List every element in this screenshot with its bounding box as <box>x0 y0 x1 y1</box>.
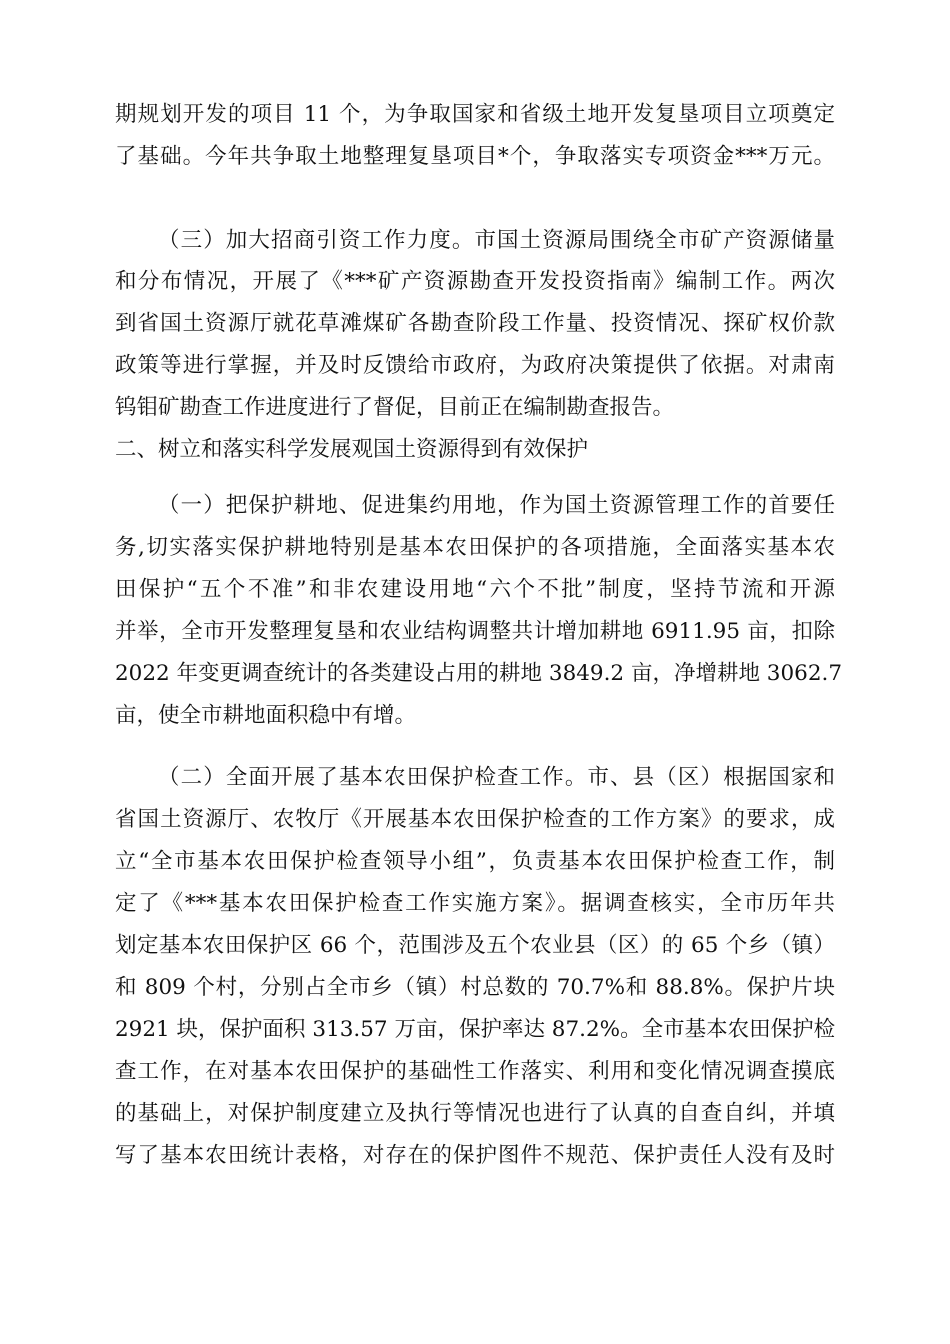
text-line: 划定基本农田保护区 66 个，范围涉及五个农业县（区）的 65 个乡（镇） <box>115 933 835 958</box>
text-line: （一）把保护耕地、促进集约用地，作为国土资源管理工作的首要任 <box>158 493 835 518</box>
text-line: 政策等进行掌握，并及时反馈给市政府，为政府决策提供了依据。对肃南 <box>115 353 835 378</box>
text-line: 立“全市基本农田保护检查领导小组”，负责基本农田保护检查工作，制 <box>115 849 835 874</box>
text-line: （三）加大招商引资工作力度。市国土资源局围绕全市矿产资源储量 <box>158 228 835 253</box>
text-line: 的基础上，对保护制度建立及执行等情况也进行了认真的自查自纠，并填 <box>115 1101 835 1126</box>
text-line: 2921 块，保护面积 313.57 万亩，保护率达 87.2%。全市基本农田保护检 <box>115 1017 836 1042</box>
section-heading: 二、树立和落实科学发展观国土资源得到有效保护 <box>115 437 589 462</box>
text-line: 和 809 个村，分别占全市乡（镇）村总数的 70.7%和 88.8%。保护片块 <box>115 975 835 1000</box>
text-line: 并举，全市开发整理复垦和农业结构调整共计增加耕地 6911.95 亩，扣除 <box>115 619 835 644</box>
text-line: 2022 年变更调查统计的各类建设占用的耕地 3849.2 亩，净增耕地 3062.7 <box>115 661 843 686</box>
text-line: 了基础。今年共争取土地整理复垦项目*个，争取落实专项资金***万元。 <box>115 144 835 169</box>
text-line: 查工作，在对基本农田保护的基础性工作落实、利用和变化情况调查摸底 <box>115 1059 835 1084</box>
text-line: 和分布情况，开展了《***矿产资源勘查开发投资指南》编制工作。两次 <box>115 269 835 294</box>
text-line: 省国土资源厅、农牧厅《开展基本农田保护检查的工作方案》的要求，成 <box>115 807 835 832</box>
text-line: 钨钼矿勘查工作进度进行了督促，目前正在编制勘查报告。 <box>115 395 675 420</box>
text-line: 到省国土资源厅就花草滩煤矿各勘查阶段工作量、投资情况、探矿权价款 <box>115 311 835 336</box>
text-line: （二）全面开展了基本农田保护检查工作。市、县（区）根据国家和 <box>158 765 835 790</box>
text-line: 期规划开发的项目 11 个，为争取国家和省级土地开发复垦项目立项奠定 <box>115 102 835 127</box>
text-line: 写了基本农田统计表格，对存在的保护图件不规范、保护责任人没有及时 <box>115 1143 835 1168</box>
text-line: 定了《***基本农田保护检查工作实施方案》。据调查核实，全市历年共 <box>115 891 835 916</box>
text-line: 田保护“五个不准”和非农建设用地“六个不批”制度，坚持节流和开源 <box>115 577 835 602</box>
text-line: 亩，使全市耕地面积稳中有增。 <box>115 703 417 728</box>
text-line: 务,切实落实保护耕地特别是基本农田保护的各项措施，全面落实基本农 <box>115 535 835 560</box>
